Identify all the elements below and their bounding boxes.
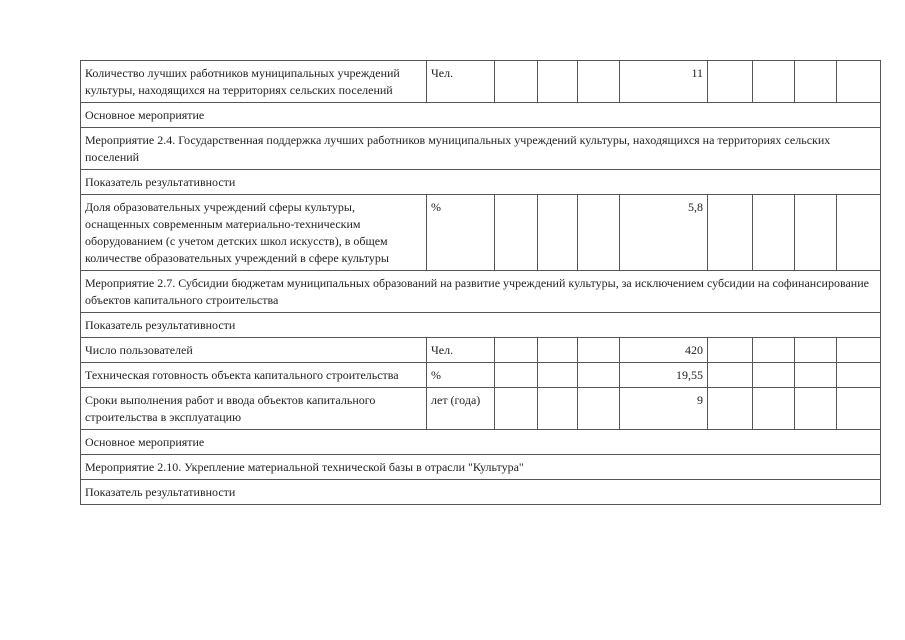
section-row	[81, 128, 881, 170]
section-title-cell: Показатель результативности	[81, 480, 881, 505]
value-cell: 5,8	[620, 195, 708, 271]
empty-cell	[578, 338, 620, 363]
empty-cell	[837, 388, 881, 430]
empty-cell	[837, 338, 881, 363]
section-row	[81, 430, 881, 455]
unit-cell: лет (года)	[427, 388, 495, 430]
section-row	[81, 170, 881, 195]
indicators-table	[80, 60, 881, 505]
value-cell: 11	[620, 61, 708, 103]
empty-cell	[578, 388, 620, 430]
value-cell: 420	[620, 338, 708, 363]
section-title-cell: Показатель результативности	[81, 313, 881, 338]
section-row	[81, 103, 881, 128]
empty-cell	[795, 195, 837, 271]
unit-cell: Чел.	[427, 338, 495, 363]
indicator-row	[81, 195, 881, 271]
section-row	[81, 271, 881, 313]
unit-cell: %	[427, 363, 495, 388]
section-title-cell: Основное мероприятие	[81, 430, 881, 455]
empty-cell	[538, 363, 578, 388]
section-title-cell: Показатель результативности	[81, 170, 881, 195]
indicator-row	[81, 338, 881, 363]
empty-cell	[795, 363, 837, 388]
empty-cell	[495, 195, 538, 271]
empty-cell	[708, 388, 753, 430]
empty-cell	[837, 363, 881, 388]
empty-cell	[495, 388, 538, 430]
indicator-name-cell: Доля образовательных учреждений сферы культуры, оснащенных современным материально-техническим оборудованием (с учетом детских школ искусств), в общем количестве образовательных учреждений в сфере культуры	[81, 195, 427, 271]
empty-cell	[795, 388, 837, 430]
empty-cell	[578, 363, 620, 388]
empty-cell	[495, 61, 538, 103]
empty-cell	[538, 388, 578, 430]
empty-cell	[495, 363, 538, 388]
table-body	[81, 61, 881, 505]
section-row	[81, 455, 881, 480]
empty-cell	[795, 338, 837, 363]
empty-cell	[708, 338, 753, 363]
empty-cell	[708, 195, 753, 271]
empty-cell	[495, 338, 538, 363]
indicator-name-cell: Количество лучших работников муниципальных учреждений культуры, находящихся на территориях сельских поселений	[81, 61, 427, 103]
unit-cell: Чел.	[427, 61, 495, 103]
empty-cell	[753, 195, 795, 271]
value-cell: 9	[620, 388, 708, 430]
empty-cell	[708, 61, 753, 103]
unit-cell: %	[427, 195, 495, 271]
empty-cell	[795, 61, 837, 103]
indicator-row	[81, 61, 881, 103]
empty-cell	[753, 61, 795, 103]
section-row	[81, 480, 881, 505]
empty-cell	[708, 363, 753, 388]
empty-cell	[837, 195, 881, 271]
section-title-cell: Мероприятие 2.4. Государственная поддержка лучших работников муниципальных учреждений культуры, находящихся на территориях сельских поселений	[81, 128, 881, 170]
indicator-row	[81, 363, 881, 388]
empty-cell	[578, 195, 620, 271]
empty-cell	[753, 388, 795, 430]
value-cell: 19,55	[620, 363, 708, 388]
section-title-cell: Мероприятие 2.10. Укрепление материальной технической базы в отрасли "Культура"	[81, 455, 881, 480]
empty-cell	[538, 338, 578, 363]
section-title-cell: Основное мероприятие	[81, 103, 881, 128]
empty-cell	[538, 61, 578, 103]
empty-cell	[578, 61, 620, 103]
indicator-name-cell: Техническая готовность объекта капитального строительства	[81, 363, 427, 388]
indicator-name-cell: Сроки выполнения работ и ввода объектов капитального строительства в эксплуатацию	[81, 388, 427, 430]
empty-cell	[753, 338, 795, 363]
section-title-cell: Мероприятие 2.7. Субсидии бюджетам муниципальных образований на развитие учреждений культуры, за исключением субсидии на софинансирование объектов капитального строительства	[81, 271, 881, 313]
indicator-row	[81, 388, 881, 430]
empty-cell	[753, 363, 795, 388]
section-row	[81, 313, 881, 338]
empty-cell	[837, 61, 881, 103]
empty-cell	[538, 195, 578, 271]
indicator-name-cell: Число пользователей	[81, 338, 427, 363]
